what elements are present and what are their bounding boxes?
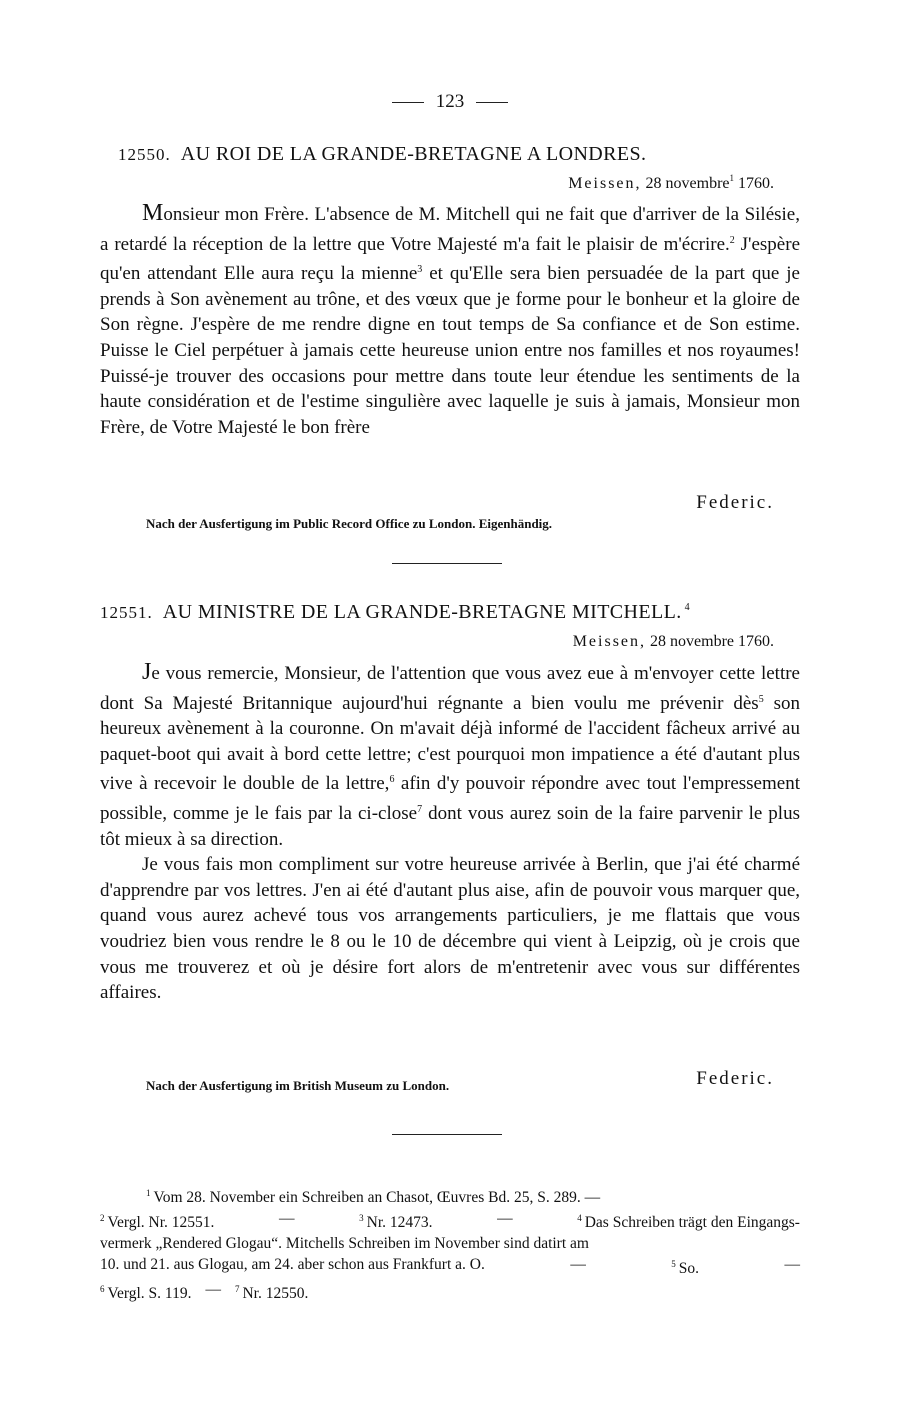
paragraph-text: onsieur mon Frère. L'absence de M. Mitchell qui ne fait que d'arriver de la Silésie, a retardé la réception de la lettre que Votre Majesté m'a fait le plaisir de m'écrire. (100, 204, 800, 255)
letter-body-12551 (100, 660, 800, 1006)
footnote-separator: — (205, 1281, 221, 1298)
footnote-separator: — (497, 1210, 513, 1227)
footnote-mark: 7 (234, 1284, 240, 1294)
paragraph: Je vous fais mon compliment sur votre heureuse arrivée à Berlin, que j'ai été charmé d'apprendre par vos lettres. J'en ai été d'autant plus aise, afin de pouvoir vous marquer que, quand vous aurez achevé tous vos arrangements particuliers, je me flattais que vous voudriez bien vous rendre le 8 ou le 10 de décembre qui vient à Leipzig, où je crois que vous me trouverez et où je désire fort alors de m'entretenir avec vous sur différentes affaires. (100, 854, 800, 1004)
paragraph-text: son heureux avènement à la couronne. On m'avait déjà informé de l'accident fâcheux arrivé au paquet-boot qui avait à bord cette lettre; c'est pourquoi mon impatience a été d'autant plus vive à recevoir le double de la lettre, (100, 692, 800, 795)
signature: Federic. (696, 1068, 774, 1089)
footnotes (100, 1183, 800, 1304)
footnote-text: Nr. 12473. (366, 1214, 433, 1231)
footnote-line (100, 1279, 800, 1304)
footnote-text: Nr. 12550. (242, 1285, 309, 1302)
footnote-segment (100, 1279, 191, 1304)
paragraph-text: J'espère qu'en attendant Elle aura reçu la mienne (100, 233, 800, 285)
letter-heading-12550 (118, 143, 646, 166)
footnote-segment (235, 1279, 308, 1304)
footnote-separator: — (279, 1210, 295, 1227)
page-number-dash-right (476, 102, 508, 103)
paragraph-text: et qu'Elle sera bien persuadée de la part que je prends à Son avènement au trône, et des vœux que je forme pour le bonheur et la gloire de Son règne. J'espère de me rendre digne en tout temps de Sa confiance et de Son estime. Puisse le Ciel perpétuer à jamais cette heureuse union entre nos familles et nos royaumes! Puissé-je trouver des occasions pour mettre dans toute leur étendue les sentiments de la haute considération et de l'estime singulière avec laquelle je suis à jamais, Monsieur mon Frère, de Votre Majesté le bon frère (100, 263, 800, 438)
footnote-mark: 2 (100, 1213, 105, 1223)
footnote-ref: 3 (417, 264, 423, 276)
letter-dateline-12551 (573, 633, 774, 651)
footnote-ref: 7 (417, 803, 423, 815)
dateline-date: 28 novembre 1760. (646, 633, 774, 650)
footnote-segment (671, 1254, 699, 1279)
footnote-ref: 1 (729, 173, 734, 183)
footnote-segment (146, 1183, 600, 1208)
dateline-place: Meissen, (568, 175, 642, 192)
footnote-ref: 5 (758, 693, 764, 705)
footnote-separator: — (570, 1256, 586, 1273)
footnote-mark: 4 (577, 1213, 582, 1223)
footnote-text: 10. und 21. aus Glogau, am 24. aber schon aus Frankfurt a. O. (100, 1256, 485, 1273)
footnote-text: Vergl. Nr. 12551. (107, 1214, 215, 1231)
footnote-segment (577, 1208, 800, 1233)
footnote-segment (359, 1208, 432, 1233)
initial-letter: M (142, 200, 164, 226)
paragraph-text: e vous remercie, Monsieur, de l'attention que vous avez eue à m'envoyer cette lettre dont Sa Majesté Britannique aujourd'hui régnante a bien voulu me prévenir dès (100, 663, 800, 714)
footnote-line (100, 1208, 800, 1233)
letter-number: 12550. (118, 145, 171, 164)
footnote-ref: 6 (389, 774, 395, 786)
footnote-text: So. (678, 1260, 700, 1277)
source-note: Nach der Ausfertigung im Public Record Office zu London. Eigenhändig. (146, 516, 553, 531)
footnote-text: Vergl. S. 119. (107, 1285, 192, 1302)
letter-dateline-12550 (568, 173, 774, 193)
letter-body-12550 (100, 201, 800, 440)
footnote-separator: — (784, 1256, 800, 1273)
footnote-segment (100, 1208, 214, 1233)
footnote-mark: 6 (100, 1284, 105, 1294)
letter-number: 12551. (100, 603, 153, 622)
footnote-ref: 2 (729, 234, 735, 246)
letter-title: AU MINISTRE DE LA GRANDE-BRETAGNE MITCHELL. (162, 601, 682, 623)
dateline-place: Meissen, (572, 633, 647, 650)
footnote-mark: 3 (359, 1213, 364, 1223)
footnote-line (100, 1233, 800, 1254)
page-number (370, 91, 530, 113)
paragraph (100, 660, 800, 852)
section-divider (392, 1134, 502, 1135)
paragraph-text: dont vous aurez soin de la faire parvenir le plus tôt mieux à sa direction. (100, 802, 800, 850)
footnote-text: vermerk „Rendered Glogau“. Mitchells Schreiben im November sind datirt am (100, 1235, 589, 1252)
letter-title: AU ROI DE LA GRANDE-BRETAGNE A LONDRES. (180, 143, 647, 165)
dateline-date: 28 novembre (641, 175, 730, 192)
footnote-line (100, 1254, 800, 1279)
footnote-mark: 5 (671, 1259, 676, 1269)
letter-heading-12551 (100, 601, 690, 624)
footnote-mark: 1 (146, 1188, 151, 1198)
source-note: Nach der Ausfertigung im British Museum zu London. (146, 1078, 450, 1093)
signature: Federic. (696, 492, 774, 513)
footnote-text: Das Schreiben trägt den Eingangs- (584, 1214, 800, 1231)
page-number-text: 123 (435, 91, 465, 112)
footnote-text: Vom 28. November ein Schreiben an Chasot, Œuvres Bd. 25, S. 289. — (153, 1189, 601, 1206)
paragraph (100, 201, 800, 440)
dateline-year: 1760. (734, 175, 774, 192)
page-number-dash-left (392, 102, 424, 103)
initial-letter: J (142, 659, 152, 685)
footnote-line (100, 1183, 800, 1208)
paragraph-text: afin d'y pouvoir répondre avec tout l'empressement possible, comme je le fais par la ci-close (100, 773, 800, 824)
footnote-ref: 4 (684, 602, 691, 613)
section-divider (392, 563, 502, 564)
